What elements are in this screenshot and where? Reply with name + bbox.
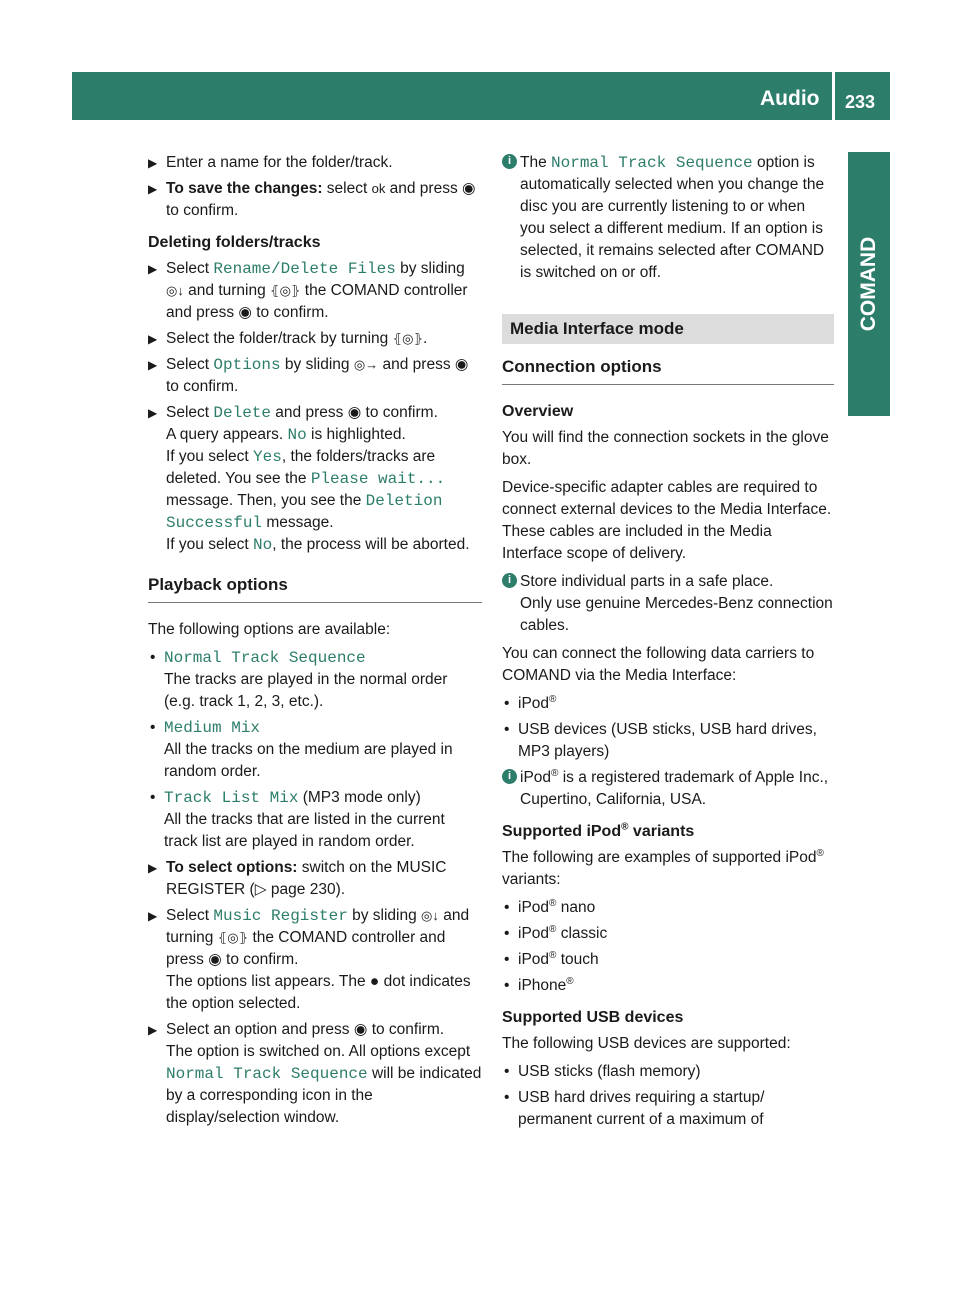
step-select-rename: ▶ Select Rename/Delete Files by sliding ◎↓ and turning ⦃◎⦄ the COMAND controller and press ◉ to confirm. — [148, 260, 468, 321]
ok-icon: ok — [371, 181, 386, 196]
step-arrow-icon: ▶ — [148, 156, 158, 170]
step-arrow-icon: ▶ — [148, 182, 158, 196]
side-tab — [848, 152, 890, 416]
bullet-icon: • — [504, 951, 510, 968]
section-title: Audio — [760, 87, 820, 110]
playback-heading: Playback options — [148, 574, 482, 603]
step-arrow-icon: ▶ — [148, 262, 158, 276]
bullet-icon: • — [504, 925, 510, 942]
step-arrow-icon: ▶ — [148, 909, 158, 923]
no-text: If you select No, the process will be aborted. — [166, 536, 470, 554]
turn-controller-icon: ⦃◎⦄ — [392, 331, 424, 346]
slide-down-icon: ◎↓ — [166, 283, 184, 298]
bullet-icon: • — [504, 1089, 510, 1106]
option-normal: • Normal Track Sequence The tracks are played in the normal order (e.g. track 1, 2, 3, etc.). — [150, 649, 448, 710]
step-select-folder: ▶ Select the folder/track by turning ⦃◎⦄. — [148, 328, 482, 350]
press-controller-icon: ◉ — [353, 1021, 368, 1038]
connection-heading: Connection options — [502, 356, 834, 385]
variant-iphone: • iPhone® — [502, 975, 834, 997]
usb-sticks: • USB sticks (flash memory) — [502, 1061, 834, 1083]
step-enter-name: ▶ Enter a name for the folder/track. — [148, 152, 482, 174]
yes-text: If you select Yes, the folders/tracks are deleted. You see the Please wait... message. Then, you see the Deletion Successful message. — [166, 448, 446, 532]
media-interface-band: Media Interface mode — [502, 314, 834, 344]
info-icon: i — [502, 573, 517, 588]
step-select-options: ▶ Select Options by sliding ◎→ and press ◉ to confirm. — [148, 356, 469, 395]
bullet-icon: • — [150, 719, 156, 736]
note-trademark: i iPod® is a registered trademark of Apple Inc., Cupertino, California, USA. — [502, 767, 834, 811]
carrier-ipod: • iPod® — [502, 693, 834, 715]
step-save: ▶ To save the changes: select ok and press ◉ to confirm. — [148, 180, 476, 219]
right-column: i The Normal Track Sequence option is automatically selected when you change the disc you are currently listening to or when you select a different medium. If an option is selected, it remains selected after COMAND is switched on or off. Media Interface mode Connection options Overview You will find the connection sockets in the glove box. Device-specific adapter cables are required to connect external devices to the Media Interface. These cables are included in the Media Interface scope of delivery. i Store individual parts in a safe place. Only use genuine Mercedes-Benz connection cables. You can connect the following data carriers to COMAND via the Media Interface: • iPod® • USB devices (USB sticks, USB hard drives, MP3 players) i iPod® is a registered trademark of Apple Inc., Cupertino, California, USA. Supported iPod® variants The following are examples of supported iPod® variants: • iPod® nano • iPod® classic • iPod® touch • iPhone® Supported USB devices The following USB devices are supported: • USB sticks (flash memory) • USB hard drives requiring a startup/ permanent current of a maximum of — [502, 152, 834, 1135]
step-arrow-icon: ▶ — [148, 861, 158, 875]
bullet-icon: • — [504, 1063, 510, 1080]
press-controller-icon: ◉ — [208, 951, 222, 968]
variant-nano: • iPod® nano — [502, 897, 834, 919]
usb-hard-drives: • USB hard drives requiring a startup/ permanent current of a maximum of — [504, 1089, 765, 1128]
left-column — [148, 152, 482, 1133]
step-arrow-icon: ▶ — [148, 358, 158, 372]
note-store-parts: i Store individual parts in a safe place. Only use genuine Mercedes-Benz connection cables. — [502, 571, 834, 637]
press-controller-icon: ◉ — [347, 404, 362, 421]
overview-heading: Overview — [502, 403, 574, 420]
page-number: 233 — [845, 92, 876, 112]
slide-right-icon: ◎→ — [353, 357, 379, 372]
usb-heading: Supported USB devices — [502, 1009, 684, 1026]
option-track-list-mix: • Track List Mix (MP3 mode only) All the tracks that are listed in the current track list are played in random order. — [150, 789, 445, 850]
option-medium-mix: • Medium Mix All the tracks on the medium are played in random order. — [150, 719, 453, 780]
deleting-heading: Deleting folders/tracks — [148, 234, 321, 251]
header-divider — [832, 72, 835, 120]
step-arrow-icon: ▶ — [148, 332, 158, 346]
query-text: A query appears. No is highlighted. — [166, 426, 406, 444]
variant-classic: • iPod® classic — [502, 923, 834, 945]
slide-down-icon: ◎↓ — [421, 908, 439, 923]
step-music-register: ▶ Select Music Register by sliding ◎↓ and turning ⦃◎⦄ the COMAND controller and press ◉ to confirm. The options list appears. The ● dot indicates the option selected. — [148, 907, 471, 1012]
step-select-delete: ▶ Select Delete and press ◉ to confirm. A query appears. No is highlighted. If you select Yes, the folders/tracks are deleted. You see the Please wait... message. Then, you see the Deletion Successful message. If you select No, the process will be aborted. — [148, 402, 482, 556]
turn-controller-icon: ⦃◎⦄ — [217, 930, 249, 945]
press-controller-icon: ◉ — [238, 304, 252, 321]
bullet-icon: • — [504, 721, 510, 738]
variant-touch: • iPod® touch — [502, 949, 834, 971]
bullet-icon: • — [504, 695, 510, 712]
info-icon: i — [502, 154, 517, 169]
bullet-icon: • — [150, 649, 156, 666]
press-controller-icon: ◉ — [454, 356, 469, 373]
step-select-an-option: ▶ Select an option and press ◉ to confirm. The option is switched on. All options except Normal Track Sequence will be indicated by a corresponding icon in the display/selection window. — [148, 1021, 482, 1126]
step-arrow-icon: ▶ — [148, 406, 158, 420]
step-arrow-icon: ▶ — [148, 1023, 158, 1037]
ipod-variants-heading: Supported iPod® variants — [502, 821, 695, 840]
side-tab-label: COMAND — [857, 236, 880, 332]
carrier-usb: • USB devices (USB sticks, USB hard drives, MP3 players) — [504, 721, 817, 760]
playback-intro: The following options are available: — [148, 621, 391, 638]
bullet-icon: • — [504, 977, 510, 994]
note-normal-sequence: i The Normal Track Sequence option is automatically selected when you change the disc you are currently listening to or when you select a different medium. If an option is selected, it remains selected after COMAND is switched on or off. — [502, 152, 834, 284]
bullet-icon: • — [150, 789, 156, 806]
step-select-options-music: ▶ To select options: switch on the MUSIC REGISTER (▷ page 230). — [148, 859, 447, 898]
turn-controller-icon: ⦃◎⦄ — [270, 283, 301, 298]
bullet-icon: • — [504, 899, 510, 916]
info-icon: i — [502, 769, 517, 784]
press-controller-icon: ◉ — [462, 180, 476, 197]
